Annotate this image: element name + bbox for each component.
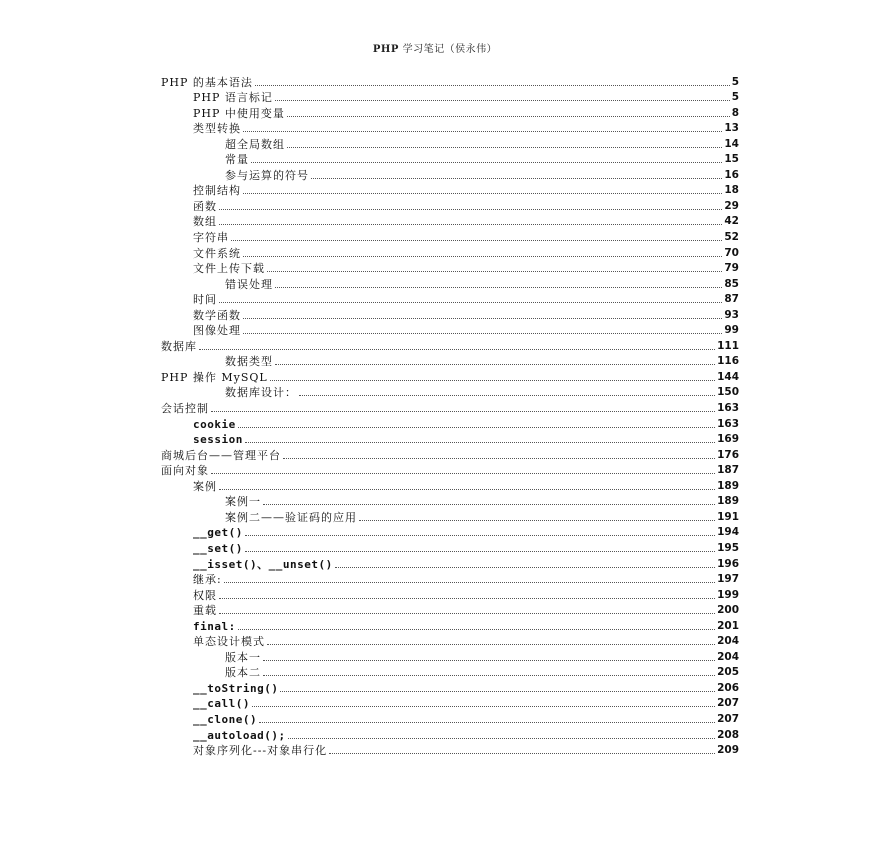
toc-entry-page-number: 205	[717, 666, 739, 679]
toc-entry-title: 案例一	[225, 495, 261, 509]
dot-leader	[245, 441, 715, 443]
toc-entry-page-number: 99	[724, 324, 739, 337]
toc-entry-page-number: 70	[724, 246, 739, 259]
toc-entry-title: final:	[193, 619, 236, 633]
dot-leader	[263, 659, 715, 661]
toc-entry[interactable]	[161, 260, 739, 276]
dot-leader	[243, 255, 722, 257]
toc-entry-title: 文件系统	[193, 246, 241, 260]
toc-entry-title: 超全局数组	[225, 137, 285, 151]
toc-entry[interactable]	[161, 166, 739, 182]
dot-leader	[251, 161, 722, 163]
toc-entry-title: PHP 中使用变量	[193, 106, 285, 120]
toc-entry-title: 重载	[193, 604, 217, 618]
toc-entry[interactable]	[161, 120, 739, 136]
toc-entry-page-number: 189	[717, 479, 739, 492]
toc-entry-title: 单态设计模式	[193, 635, 265, 649]
toc-entry-page-number: 206	[717, 681, 739, 694]
toc-entry-title: 类型转换	[193, 122, 241, 136]
dot-leader	[287, 115, 730, 117]
dot-leader	[243, 192, 722, 194]
toc-entry-title: 面向对象	[161, 464, 209, 478]
toc-entry-page-number: 200	[717, 604, 739, 617]
toc-entry-title: 继承:	[193, 573, 222, 587]
toc-entry-title: __get()	[193, 526, 243, 540]
toc-entry[interactable]	[161, 602, 739, 618]
toc-entry[interactable]	[161, 539, 739, 555]
toc-entry-page-number: 150	[717, 386, 739, 399]
toc-entry-title: __call()	[193, 697, 250, 711]
dot-leader	[335, 566, 715, 568]
toc-entry[interactable]	[161, 477, 739, 493]
dot-leader	[219, 208, 722, 210]
toc-entry-page-number: 29	[724, 199, 739, 212]
toc-entry-title: PHP 语言标记	[193, 91, 273, 105]
toc-entry[interactable]	[161, 679, 739, 695]
toc-entry[interactable]	[161, 368, 739, 384]
toc-entry[interactable]	[161, 633, 739, 649]
dot-leader	[329, 752, 715, 754]
dot-leader	[259, 721, 715, 723]
toc-entry-page-number: 85	[724, 277, 739, 290]
toc-entry-title: 数据类型	[225, 355, 273, 369]
toc-entry[interactable]	[161, 275, 739, 291]
dot-leader	[224, 581, 715, 583]
toc-entry[interactable]	[161, 322, 739, 338]
dot-leader	[359, 519, 715, 521]
dot-leader	[231, 239, 722, 241]
toc-entry-page-number: 87	[724, 293, 739, 306]
toc-entry[interactable]	[161, 726, 739, 742]
toc-entry-page-number: 18	[724, 184, 739, 197]
toc-entry-page-number: 207	[717, 712, 739, 725]
toc-entry-page-number: 199	[717, 588, 739, 601]
toc-entry-page-number: 208	[717, 728, 739, 741]
toc-entry-page-number: 176	[717, 448, 739, 461]
dot-leader	[267, 643, 715, 645]
toc-entry-title: __isset()、__unset()	[193, 557, 333, 571]
toc-entry-page-number: 201	[717, 619, 739, 632]
toc-entry-page-number: 209	[717, 744, 739, 757]
toc-entry-page-number: 116	[717, 355, 739, 368]
dot-leader	[263, 674, 715, 676]
toc-entry[interactable]	[161, 742, 739, 758]
toc-entry-page-number: 163	[717, 417, 739, 430]
toc-entry-title: 错误处理	[225, 277, 273, 291]
table-of-contents	[161, 73, 739, 757]
toc-entry[interactable]	[161, 431, 739, 447]
toc-entry-page-number: 52	[724, 231, 739, 244]
toc-entry-page-number: 196	[717, 557, 739, 570]
toc-entry-title: session	[193, 433, 243, 447]
dot-leader	[275, 286, 722, 288]
toc-entry[interactable]	[161, 617, 739, 633]
dot-leader	[255, 84, 730, 86]
toc-entry-title: 案例二——验证码的应用	[225, 510, 357, 524]
toc-entry[interactable]	[161, 244, 739, 260]
dot-leader	[299, 394, 715, 396]
toc-entry-title: 常量	[225, 153, 249, 167]
dot-leader	[275, 363, 715, 365]
toc-entry[interactable]	[161, 508, 739, 524]
toc-entry[interactable]	[161, 291, 739, 307]
toc-entry-title: __toString()	[193, 681, 279, 695]
toc-entry-title: 商城后台——管理平台	[161, 448, 281, 462]
toc-entry[interactable]	[161, 73, 739, 89]
toc-entry-title: 版本二	[225, 666, 261, 680]
toc-entry-title: __clone()	[193, 712, 258, 726]
toc-entry-title: __set()	[193, 541, 243, 555]
toc-entry-page-number: 144	[717, 370, 739, 383]
dot-leader	[287, 146, 722, 148]
toc-entry-title: PHP 操作 MySQL	[161, 370, 268, 384]
toc-entry-title: 会话控制	[161, 402, 209, 416]
toc-entry[interactable]	[161, 89, 739, 105]
toc-entry-page-number: 191	[717, 510, 739, 523]
toc-entry[interactable]	[161, 493, 739, 509]
toc-entry-title: 案例	[193, 479, 217, 493]
toc-entry-page-number: 42	[724, 215, 739, 228]
toc-entry[interactable]	[161, 524, 739, 540]
dot-leader	[243, 332, 722, 334]
toc-entry-page-number: 163	[717, 402, 739, 415]
toc-entry-page-number: 14	[724, 137, 739, 150]
toc-entry-page-number: 204	[717, 650, 739, 663]
toc-entry[interactable]	[161, 695, 739, 711]
toc-entry[interactable]	[161, 384, 739, 400]
toc-entry-page-number: 79	[724, 262, 739, 275]
toc-entry[interactable]	[161, 710, 739, 726]
toc-entry[interactable]	[161, 182, 739, 198]
toc-entry[interactable]	[161, 135, 739, 151]
toc-entry-page-number: 111	[717, 339, 739, 352]
page-header	[0, 40, 870, 55]
toc-entry-title: 权限	[193, 588, 217, 602]
toc-entry[interactable]	[161, 151, 739, 167]
toc-entry[interactable]	[161, 571, 739, 587]
toc-entry[interactable]	[161, 213, 739, 229]
toc-entry-title: 字符串	[193, 231, 229, 245]
toc-entry-title: 数组	[193, 215, 217, 229]
toc-entry-page-number: 13	[724, 122, 739, 135]
toc-entry[interactable]	[161, 648, 739, 664]
toc-entry[interactable]	[161, 415, 739, 431]
dot-leader	[211, 472, 715, 474]
dot-leader	[263, 503, 715, 505]
toc-entry-title: cookie	[193, 417, 236, 431]
dot-leader	[270, 379, 715, 381]
toc-entry[interactable]	[161, 462, 739, 478]
header-php: PHP	[372, 44, 399, 55]
toc-entry[interactable]	[161, 228, 739, 244]
dot-leader	[245, 534, 715, 536]
dot-leader	[219, 301, 722, 303]
toc-entry[interactable]	[161, 337, 739, 353]
toc-entry-title: 对象序列化---对象串行化	[193, 744, 328, 758]
toc-entry-page-number: 93	[724, 308, 739, 321]
toc-entry-page-number: 194	[717, 526, 739, 539]
dot-leader	[267, 270, 722, 272]
dot-leader	[243, 317, 722, 319]
toc-entry[interactable]	[161, 353, 739, 369]
toc-entry-page-number: 195	[717, 541, 739, 554]
dot-leader	[252, 705, 715, 707]
dot-leader	[219, 488, 715, 490]
toc-entry-page-number: 5	[731, 91, 739, 104]
dot-leader	[243, 130, 722, 132]
toc-entry-page-number: 5	[731, 75, 739, 88]
dot-leader	[288, 737, 715, 739]
toc-entry-title: 时间	[193, 293, 217, 307]
toc-entry[interactable]	[161, 555, 739, 571]
toc-entry-title: 图像处理	[193, 324, 241, 338]
dot-leader	[219, 612, 715, 614]
toc-entry-title: PHP 的基本语法	[161, 75, 253, 89]
toc-entry[interactable]	[161, 104, 739, 120]
header-title: 学习笔记（侯永伟）	[402, 44, 498, 55]
dot-leader	[311, 177, 722, 179]
toc-entry-title: 参与运算的符号	[225, 168, 309, 182]
toc-entry-page-number: 197	[717, 573, 739, 586]
toc-entry-title: 函数	[193, 199, 217, 213]
toc-entry[interactable]	[161, 586, 739, 602]
dot-leader	[199, 348, 715, 350]
toc-entry-page-number: 204	[717, 635, 739, 648]
toc-entry-title: __autoload();	[193, 728, 286, 742]
toc-entry[interactable]	[161, 399, 739, 415]
toc-entry-title: 版本一	[225, 650, 261, 664]
toc-entry-page-number: 169	[717, 433, 739, 446]
dot-leader	[275, 99, 730, 101]
toc-entry-page-number: 187	[717, 464, 739, 477]
toc-entry-page-number: 15	[724, 153, 739, 166]
toc-entry-title: 控制结构	[193, 184, 241, 198]
toc-entry-page-number: 8	[731, 106, 739, 119]
toc-entry-title: 数据库	[161, 339, 197, 353]
dot-leader	[283, 457, 715, 459]
toc-entry-page-number: 207	[717, 697, 739, 710]
dot-leader	[219, 597, 715, 599]
toc-entry-title: 数学函数	[193, 308, 241, 322]
dot-leader	[280, 690, 715, 692]
toc-entry-page-number: 189	[717, 495, 739, 508]
dot-leader	[238, 628, 715, 630]
toc-entry[interactable]	[161, 446, 739, 462]
toc-entry-title: 文件上传下载	[193, 262, 265, 276]
dot-leader	[238, 426, 715, 428]
dot-leader	[245, 550, 715, 552]
toc-entry-page-number: 16	[724, 168, 739, 181]
dot-leader	[211, 410, 715, 412]
toc-entry[interactable]	[161, 306, 739, 322]
toc-entry[interactable]	[161, 197, 739, 213]
toc-entry-title: 数据库设计：	[225, 386, 297, 400]
toc-entry[interactable]	[161, 664, 739, 680]
dot-leader	[219, 223, 722, 225]
